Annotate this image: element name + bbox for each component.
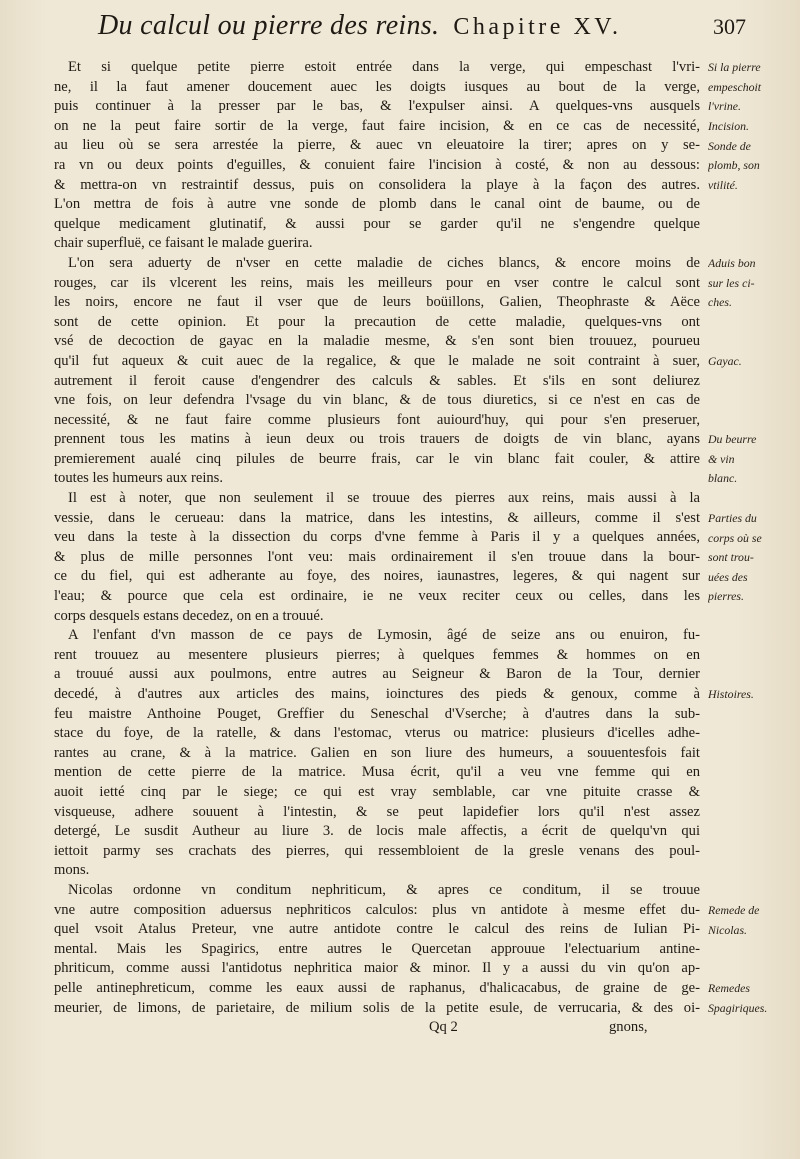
text-line: mention de cette pierre de la matrice. Musa écrit, qu'il a veu vne femme qui en [54, 764, 700, 781]
text-line: L'on sera aduerty de n'vser en cette maladie de ciches blancs, & encore moins de [68, 254, 700, 271]
text-line: mons. [54, 862, 90, 879]
signature-line [54, 1018, 700, 1038]
text-line: chair superfluë, ce faisant le malade guerira. [54, 235, 313, 252]
text-line: meurier, de limons, de parietaire, de milium solis de la petite esule, de verrucaria, & des oi- [54, 999, 700, 1016]
text-line: Et si quelque petite pierre estoit entrée dans la verge, qui empeschast l'vri- [68, 59, 700, 75]
text-line: puis continuer à la presser par le bas, & l'expulser ainsi. A quelques-vns ausquels [54, 98, 700, 115]
text-line: pelle antinephreticum, comme les eaux aussi de raphanus, d'halicacabus, de graine de ge- [54, 979, 700, 996]
text-line: quel vsoit Atalus Preteur, vne autre antidote contre le calcul des reins de Iulian Pi- [54, 921, 700, 938]
text-line: premierement aualé cinq pilules de beurre frais, car le vin blanc fait couler, & attire [54, 450, 700, 467]
text-line: phriticum, comme aussi l'antidotus nephritica maior & minor. Il y a aussi du vin qu'on ap- [54, 960, 700, 977]
text-line: corps desquels estans decedez, on en a trouué. [54, 607, 324, 624]
margin-note: Remede de Nicolas. [708, 903, 760, 937]
text-line: decedé, à d'autres aux articles des mains, ioinctures des pieds & genoux, comme à [54, 686, 700, 702]
page-header [98, 10, 748, 46]
text-line: les noirs, encore ne faut il vser que de leurs boüillons, Galien, Theophraste & Aëce [54, 294, 700, 311]
text-line: veu dans la teste à la dissection du corps d'vne femme à Paris il y a quelques années, [54, 529, 700, 546]
margin-note: Parties du corps où se sont trou- uées des pierres. [708, 511, 762, 604]
signature-mark: Qq 2 [429, 1019, 458, 1036]
text-line: ra vn ou deux points d'eguilles, & conuient faire l'incision à costé, & non au dessous: [54, 156, 700, 173]
text-line: Il est à noter, que non seulement il se trouue des pierres aux reins, mais aussi à la [68, 490, 700, 507]
body-text [54, 58, 700, 1038]
text-line: toutes les humeurs aux reins. [54, 470, 224, 487]
chapter-heading: Chapitre XV. [453, 14, 622, 40]
text-line: L'on mettra de fois à autre vne sonde de plomb dans le canal oint de baume, ou de [54, 196, 700, 213]
margin-note: Incision. Sonde de plomb, son vtilité. [708, 119, 760, 192]
running-title: Du calcul ou pierre des reins. [98, 10, 440, 41]
text-line: detergé, Le susdit Autheur au liure 3. de locis male affectis, a écrit de quelqu'vn qui [54, 823, 700, 840]
text-line: rent trouuez au mesentere plusieurs pierres; à quelques femmes & hommes on en [54, 646, 700, 663]
text-line: l'eau; & pource que cela est ordinaire, ie ne veux reciter ceux ou celles, dans les [54, 588, 700, 605]
margin-note: Remedes Spagiriques. [708, 981, 768, 1015]
text-line: visqueuse, adhere souuent à l'intestin, & se peut lapidefier lors qu'il n'est assez [54, 803, 700, 820]
text-line: auoit ietté cinq par le siege; ce qui est vray semblable, car vne pituite crasse & [54, 783, 700, 800]
margin-note: Histoires. [708, 687, 754, 701]
margin-note: Aduis bon sur les ci- ches. [708, 256, 756, 310]
text-line: rantes au crane, & à la matrice. Galien en son liure des humeurs, a souuentesfois fait [54, 744, 700, 761]
text-line: A l'enfant d'vn masson de ce pays de Lymosin, âgé de seize ans ou enuiron, fu- [68, 627, 700, 644]
text-line: quelque medicament glutinatif, & aussi pour se garder qu'il ne s'engendre quelque [54, 215, 700, 232]
text-line: necessité, & ne faut faire comme plusieurs font auiourd'huy, qui pour s'en preseruer, [54, 411, 700, 428]
text-line: ce du fiel, qui est adherante au foye, des noires, iaunastres, legeres, & qui nagent sur [54, 568, 700, 585]
text-line: au lieu où se sera arrestée la pierre, & auec vn eleuatoire la tirer; apres on y se- [54, 137, 700, 154]
text-line: a trouué aussi aux poulmons, entre autres au Seigneur & Baron de la Tour, dernier [54, 666, 700, 683]
text-line: prennent tous les matins à ieun deux ou trois trauers de doigts de vin blanc, ayans [54, 431, 700, 448]
text-line: iettoit parmy ses crachats des pierres, qui ressembloient de la gresle venans des poul- [54, 842, 700, 859]
catchword: gnons, [609, 1019, 648, 1036]
text-line: autrement il feroit cause d'engendrer des calculs & sables. Et s'ils en sont deliurez [54, 372, 700, 389]
margin-note: Gayac. [708, 354, 742, 368]
text-line: & mettra-on vn restraintif dessus, puis on consolidera la playe à la façon des autres. [54, 176, 700, 193]
page-number: 307 [713, 14, 746, 39]
text-line: feu maistre Anthoine Pouget, Greffier du Seneschal d'Vserche; à d'autres dans la sub- [54, 705, 700, 722]
text-line: mental. Mais les Spagirics, entre autres le Quercetan approuue l'electuarium antine- [54, 940, 700, 957]
text-line: & plus de mille personnes l'ont veu: mais ordinairement il s'en trouue dans la bour- [54, 548, 700, 565]
text-line: sont de cette opinion. Et pour la precaution de cette maladie, quelques-vns ont [54, 313, 700, 330]
text-line: vsé de decoction de gayac en la maladie mesme, & s'en sont bien trouuez, pourueu [54, 333, 700, 350]
text-line: vne fois, on leur defendra l'vsage du vin blanc, & de tous diuretics, si ce n'est en cas de [54, 392, 700, 409]
text-line: stace du foye, de la ratelle, & dans l'estomac, vterus ou matrice: plusieurs d'icelles adhe- [54, 725, 700, 742]
text-line: qu'il fut aqueux & cuit auec de la regalice, & que le malade ne soit contraint à suer, [54, 352, 700, 369]
text-line: ne, il la faut amener doucement auec les doigts iusques au bout de la verge, [54, 78, 700, 95]
text-line: on ne la peut faire sortir de la verge, faut faire incision, & en ce cas de necessité, [54, 117, 700, 134]
text-line: Nicolas ordonne vn conditum nephriticum, & apres ce conditum, il se trouue [68, 881, 700, 898]
text-line: vne autre composition aduersus nephriticos calculos: plus vn antidote à mesme effet du- [54, 901, 700, 918]
text-line: rouges, car ils vlcerent les reins, mais les meilleurs pour en vser contre le calcul sont [54, 274, 700, 291]
margin-note: Du beurre & vin blanc. [708, 432, 757, 486]
margin-note: Si la pierre empeschoit l'vrine. [708, 60, 762, 114]
text-line: vessie, dans le cerueau: dans la matrice, dans les intestins, & ailleurs, comme il s'est [54, 509, 700, 526]
